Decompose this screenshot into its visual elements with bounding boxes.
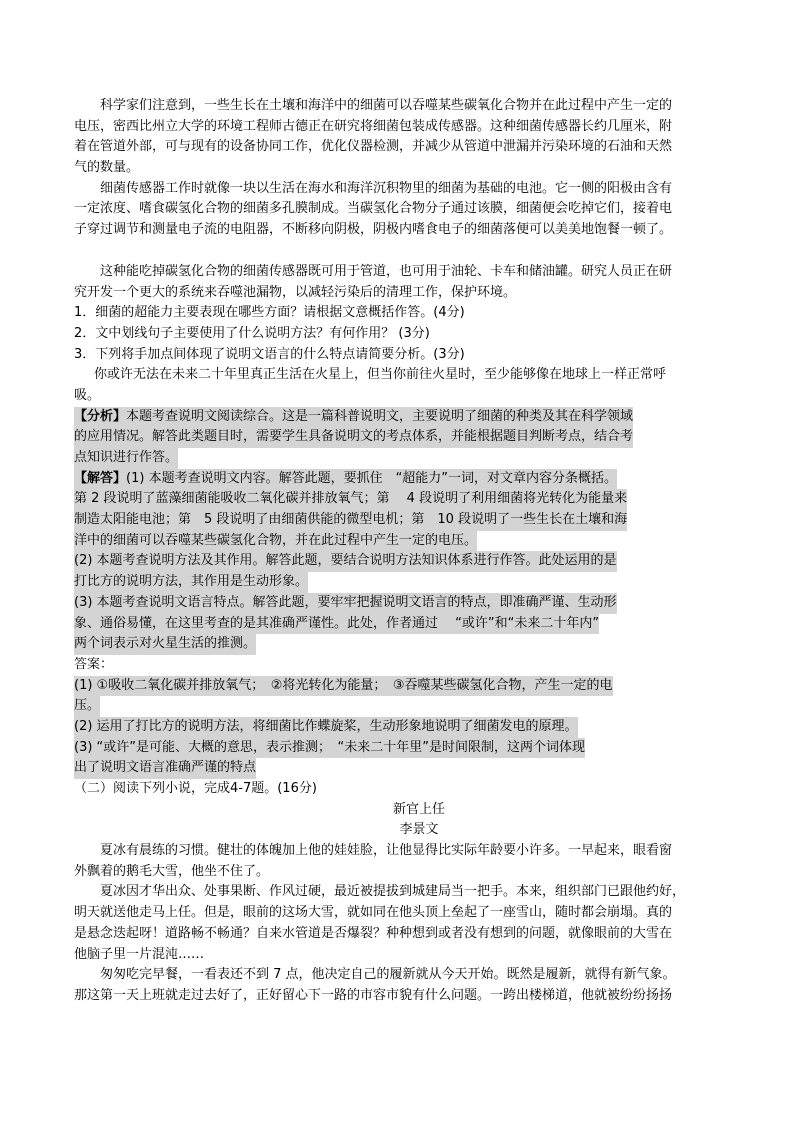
solution-line: 打比方的说明方法，其作用是生动形象。 (74, 572, 308, 593)
answer-line: 压。 (74, 696, 100, 717)
solution-line: 【解答】(1) 本题考查说明文内容。解答此题，要抓住 “超能力”一词，对文章内容分条概括。 (74, 469, 617, 490)
analysis-line: 点知识进行作答。 (74, 448, 178, 469)
text-line: 是悬念迭起呀！道路畅不畅通？自来水管道是否爆裂？种种想到或者没有想到的问题，就像眼前的大雪在 (74, 925, 673, 941)
text-line: 细菌传感器工作时就像一块以生活在海水和海洋沉积物里的细菌为基础的电池。它一侧的阳极由含有 (100, 180, 673, 196)
text-line: 那这第一天上班就走过去好了，正好留心下一路的市容市貌有什么问题。一跨出楼梯道，他就被纷纷扬扬 (74, 987, 673, 1003)
text-line: 这种能吃掉碳氢化合物的细菌传感器既可用于管道，也可用于油轮、卡车和储油罐。研究人员正在研 (100, 263, 673, 279)
solution-line: 象、通俗易懂，在这里考查的是其准确严谨性。此处，作者通过 “或许”和“未来二十年内” (74, 614, 599, 635)
text-line: 科学家们注意到，一些生长在土壤和海洋中的细菌可以吞噬某些碳氧化合物并在此过程中产生一定的 (100, 98, 673, 113)
solution-line: (3) 本题考查说明文语言特点。解答此题，要牢牢把握说明文语言的特点，即准确严谨、生动形 (74, 593, 617, 614)
question-3-sentence (74, 365, 764, 406)
story-paragraph-1 (74, 841, 764, 882)
solution-block (74, 469, 764, 655)
analysis-line: 【分析】本题考查说明文阅读综合。这是一篇科普说明文，主要说明了细菌的种类及其在科学领域 (74, 407, 633, 428)
text-line: 究开发一个更大的系统来吞噬池漏物，以减轻污染后的清理工作，保护环境。 (74, 284, 517, 300)
text-line: 一定浓度、嗜食碳氢化合物的细菌多孔膜制成。当碳氢化合物分子通过该膜，细菌便会吃掉它们，接着电 (74, 201, 673, 217)
text-line: 他脑子里一片混沌…… (74, 946, 205, 962)
text-line: 外飘着的鹅毛大雪，他坐不住了。 (74, 863, 270, 879)
passage-paragraph-3 (74, 262, 764, 303)
text-line: 吸。 (74, 387, 101, 403)
passage-paragraph-2 (74, 179, 764, 241)
answer-line: (1) ①吸收二氧化碳并排放氧气； ②将光转化为能量； ③吞噬某些碳氢化合物，产生一定的电 (74, 676, 613, 697)
answer-line: (2) 运用了打比方的说明方法，将细菌比作蝶旋桨，生动形象地说明了细菌发电的原理。 (74, 717, 578, 738)
question-3: 3．下列将手加点间体现了说明文语言的什么特点请简要分析。(3分) (74, 346, 465, 362)
section-heading: （二）阅读下列小说，完成4-7题。(16分) (74, 781, 317, 796)
text-line: 着在管道外部，可与现有的设备协同工作，优化仪器检测，并减少从管道中泄漏并污染环境的石油和天然 (74, 139, 673, 155)
text-line: 电压，密西比州立大学的环境工程师古德正在研究将细菌包装成传感器。这种细菌传感器长约几厘米，附 (74, 118, 673, 134)
text-line: 夏冰有晨练的习惯。健壮的体魄加上他的娃娃脸，让他显得比实际年龄要小许多。一早起来，眼看窗 (100, 843, 673, 859)
solution-line: 两个词表示对火星生活的推测。 (74, 634, 256, 655)
text-line: 子穿过调节和测量电子流的电阻器，不断移向阴极，阴极内嗜食电子的细菌落便可以美美地饱餐一顿了。 (74, 222, 673, 238)
story-title: 新官上任 (392, 801, 445, 817)
paragraph-spacer (74, 241, 764, 262)
analysis-block (74, 407, 764, 469)
solution-tag: 【解答】 (74, 470, 127, 486)
analysis-line: 的应用情况。解答此类题目时，需要学生具备说明文的考点体系，并能根据题目判断考点，结合考 (74, 427, 633, 448)
answer-block (74, 655, 764, 779)
solution-line: 制造太阳能电池；第 5 段说明了由细菌供能的微型电机；第 10 段说明了一些生长在土壤和海 (74, 510, 627, 531)
story-paragraph-3 (74, 965, 764, 1006)
analysis-tag: 【分析】 (74, 408, 127, 424)
solution-line: 洋中的细菌可以吞噬某些碳氢化合物，并在此过程中产生一定的电压。 (74, 531, 477, 552)
text-line: 你或许无法在未来二十年里真正生活在火星上，但当你前往火星时，至少能够像在地球上一样正常呼 (94, 367, 667, 383)
passage-paragraph-1 (74, 96, 764, 179)
story-author: 李景文 (399, 822, 439, 838)
answer-label: 答案： (74, 656, 114, 672)
question-list (74, 303, 764, 365)
story-paragraph-2 (74, 882, 764, 965)
solution-line: 第 2 段说明了蓝藻细菌能吸收二氧化碳并排放氧气；第 4 段说明了利用细菌将光转化为能量来 (74, 489, 627, 510)
question-2: 2．文中划线句子主要使用了什么说明方法？有何作用？ (3分) (74, 325, 430, 341)
answer-line: (3) “或许”是可能、大概的意思，表示推测； “未来二十年里”是时间限制，这两个词体现 (74, 738, 585, 759)
question-1: 1．细菌的超能力主要表现在哪些方面？请根据文意概括作答。(4分) (74, 305, 465, 321)
text-line: 明天就送他走马上任。但是，眼前的这场大雪，就如同在他头顶上垒起了一座雪山，随时都会崩塌。真的 (74, 905, 673, 921)
solution-line: (2) 本题考查说明方法及其作用。解答此题，要结合说明方法知识体系进行作答。此处运用的是 (74, 551, 617, 572)
answer-line: 出了说明文语言准确严谨的特点 (74, 758, 256, 779)
text-line: 气的数量。 (74, 160, 140, 176)
text-line: 匆匆吃完早餐，一看表还不到 7 点，他决定自己的履新就从今天开始。既然是履新，就得有新气象。 (100, 967, 676, 983)
text-line: 夏冰因才华出众、处事果断、作风过硬，最近被提拔到城建局当一把手。本来，组织部门已跟他约好， (100, 884, 686, 900)
document-page (74, 96, 764, 1007)
